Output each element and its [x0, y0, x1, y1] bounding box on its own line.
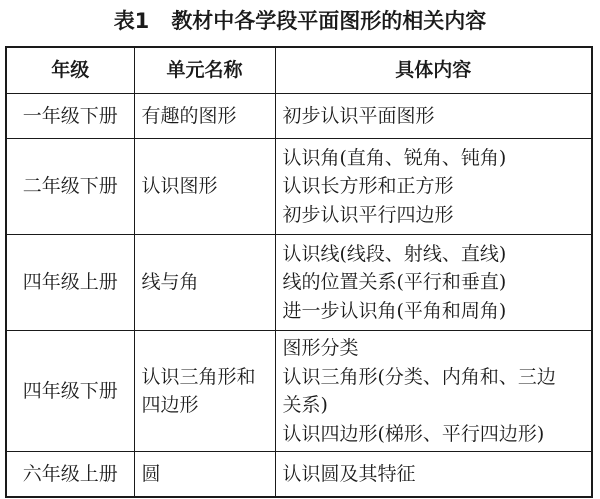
header-content: 具体内容: [275, 47, 592, 94]
unit-cell: [134, 94, 275, 139]
header-unit-name: 单元名称: [134, 47, 275, 94]
content-line: 图形分类: [282, 337, 359, 359]
table-header-row: [6, 47, 592, 94]
content-line: 认识角(直角、锐角、钝角): [282, 146, 507, 169]
unit-cell: [134, 452, 275, 498]
content-cell: [275, 139, 592, 235]
table-caption: [0, 4, 600, 38]
grade-cell: 四年级上册: [6, 235, 134, 331]
unit-line: 线与角: [141, 271, 199, 294]
unit-line: 圆: [141, 462, 161, 485]
grade-cell: 二年级下册: [6, 139, 134, 235]
unit-cell: [134, 331, 275, 452]
content-line: 认识四边形(梯形、平行四边形): [282, 422, 545, 445]
content-line: 线的位置关系(平行和垂直): [282, 271, 507, 294]
content-line: 认识三角形(分类、内角和、三边: [282, 365, 556, 388]
table-row: [6, 94, 592, 139]
content-line: 初步认识平行四边形: [282, 203, 454, 226]
table-title: 教材中各学段平面图形的相关内容: [171, 9, 487, 33]
grade-cell: 六年级上册: [6, 452, 134, 498]
grade-cell: 四年级下册: [6, 331, 134, 452]
content-cell: [275, 235, 592, 331]
header-grade: 年级: [6, 47, 134, 94]
table-number: 表1: [113, 9, 150, 33]
table-row: [6, 139, 592, 235]
curriculum-table: [5, 46, 593, 498]
content-cell: [275, 452, 592, 498]
table-row: [6, 331, 592, 452]
unit-line: 四边形: [141, 394, 199, 416]
content-line: 认识圆及其特征: [282, 462, 416, 485]
content-line: 关系): [282, 394, 328, 416]
table-row: [6, 235, 592, 331]
content-cell: [275, 331, 592, 452]
content-line: 进一步认识角(平角和周角): [282, 299, 507, 322]
table-row: [6, 452, 592, 498]
unit-cell: [134, 235, 275, 331]
content-line: 认识长方形和正方形: [282, 175, 454, 198]
grade-cell: 一年级下册: [6, 94, 134, 139]
unit-line: 认识三角形和: [141, 365, 256, 388]
content-cell: [275, 94, 592, 139]
unit-cell: [134, 139, 275, 235]
content-line: 认识线(线段、射线、直线): [282, 242, 507, 265]
content-line: 初步认识平面图形: [282, 104, 435, 127]
unit-line: 有趣的图形: [141, 104, 237, 127]
unit-line: 认识图形: [141, 175, 218, 198]
